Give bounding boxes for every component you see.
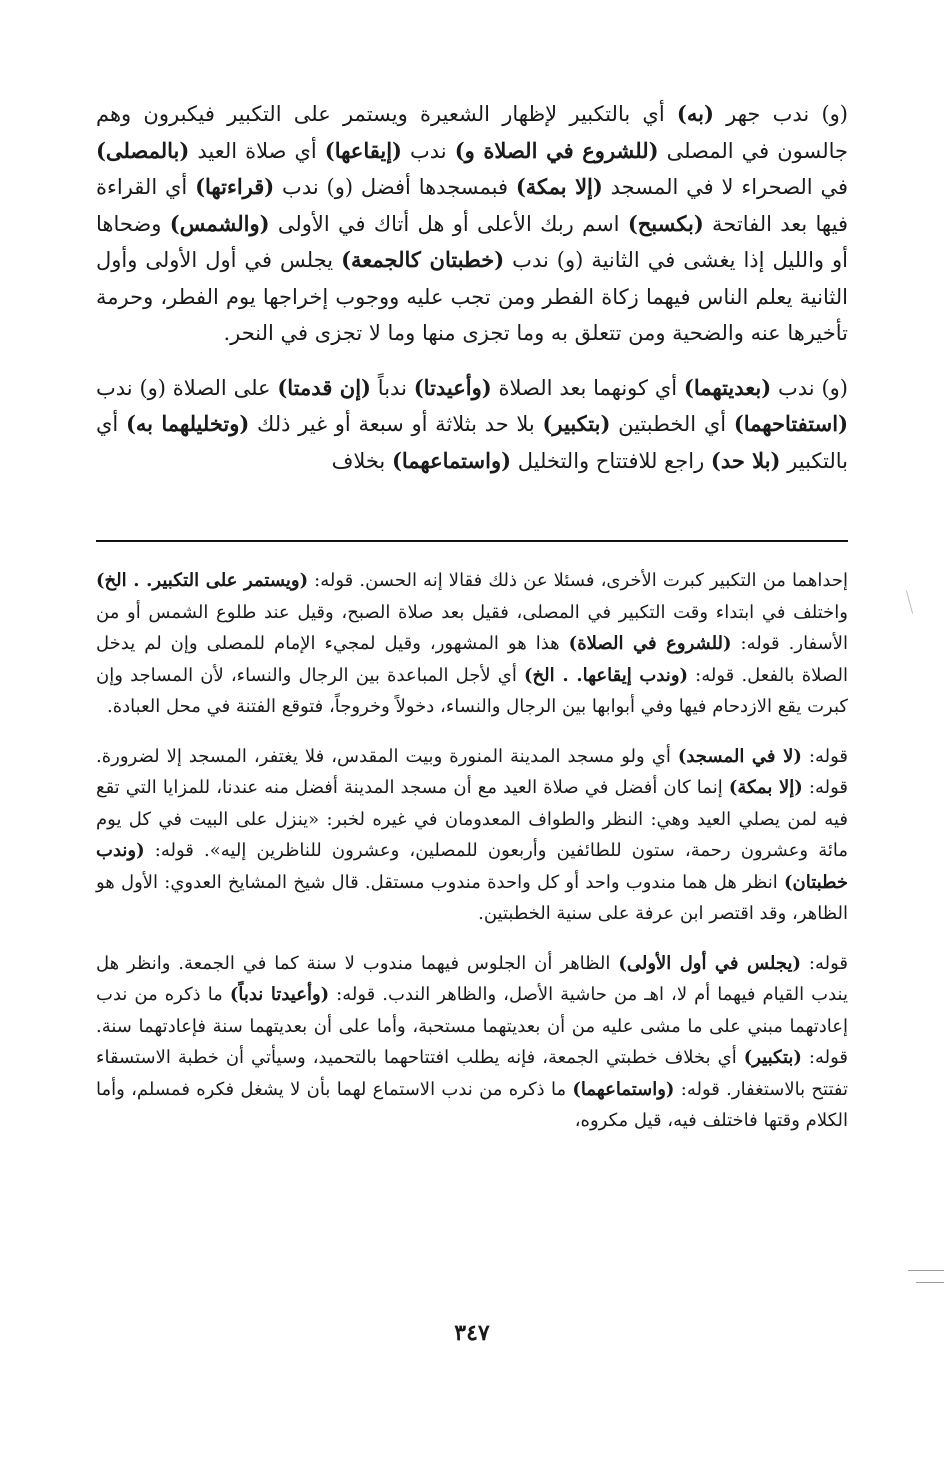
text-run: (و) ندب جهر [713,102,848,126]
bold-term: (به) [676,101,714,126]
text-run: قوله: [801,952,848,974]
text-run: أي لأجل المباعدة بين الرجال والنساء، لأن المساجد وإن كبرت يقع الازدحام فيها وفي أبوابها بين الرجال والنساء، دخولاً وخروجاً، فتوقع الفتنة في محل العبادة. [96,664,848,717]
bold-term: (وأعيدتا ندباً) [229,984,330,1005]
bold-term: (بعديتهما) [683,374,772,400]
text-run: أي بالتكبير لإظهار الشعيرة ويستمر على التكبير فيكبرون وهم جالسون في المصلى [96,102,849,163]
text-run: هذا هو المشهور، وقيل لمجيء الإمام للمصلى وإن لم يدخل الصلاة بالفعل. قوله: [96,633,848,686]
text-run: قوله: [801,745,849,767]
bold-term: (بلا حد) [710,447,781,473]
main-paragraph-1 [96,96,848,352]
text-run: الظاهر أن الجلوس فيهما مندوب لا سنة كما في الجمعة. وانظر هل يندب القيام فيهما أم لا، اهـ من حاشية الأصل، والظاهر الندب. قوله: [96,952,848,1005]
bold-term: (إلا بمكة) [515,174,603,199]
text-run: ندباً [371,375,414,400]
text-run: أي كونهما بعد الصلاة [491,375,684,400]
bold-term: (واستماعهما) [391,447,512,473]
main-text [96,96,848,479]
text-run: بخلاف [331,448,392,473]
note-paragraph-2 [96,741,848,930]
margin-mark [908,1270,944,1271]
footnote-divider [96,540,848,542]
text-run: ما ذكره من ندب الاستماع لهما بأن لا يشغل فكره فمسلم، وأما الكلام وقتها فاختلف فيه، قيل مكروه، [96,1078,848,1131]
bold-term: (يجلس في أول الأولى) [618,952,801,974]
text-run: أي صلاة العيد [189,138,325,163]
text-run: إنما كان أفضل في صلاة العيد مع أن مسجد المدينة أفضل منه عندنا، للمزايا التي تقع فيه لمن يصلي العيد وهي: النظر والطواف المعدومان في غيره لخبر: «ينزل على البيت في كل يوم مائة وعشرون رحمة، ستون للطائفين وأربعون للمصلين، وعشرون للناظرين إليه». قوله: [96,777,848,861]
footnotes [96,565,848,1137]
bold-term: (وندب خطبتان) [96,840,848,893]
bold-term: (بتكبير) [743,1047,802,1068]
bold-term: (لا في المسجد) [677,745,802,767]
text-run: وضحاها أو والليل إذا يغشى في الثانية (و) ندب [96,211,849,272]
bold-term: (إن قدمتا) [277,374,371,400]
text-run: بلا حد بثلاثة أو سبعة أو غير ذلك [249,412,543,436]
text-run: في الصحراء لا في المسجد [602,175,849,199]
bold-term: (والشمس) [169,210,270,236]
bold-term: (ويستمر على التكبير. . الخ) [96,570,309,591]
text-run: أي الخطبتين [610,412,734,436]
bold-term: (إلا بمكة) [728,777,803,798]
bold-term: (للشروع في الصلاة) [568,633,732,654]
text-run: يجلس في أول الأولى وأول الثانية يعلم الناس فيهما زكاة الفطر ومن تجب عليه ووجوب إخراجها يوم الفطر، وحرمة تأخيرها عنه والضحية ومن تتعلق به وما تجزى منها وما لا تجزى في النحر. [96,248,848,345]
scan-mark [906,590,913,613]
text-run: (و) ندب [771,375,848,400]
text-run: واختلف في ابتداء وقت التكبير في المصلى، فقيل بعد صلاة الصبح، وقيل عند طلوع الشمس أو من الأسفار. قوله: [96,601,849,654]
text-run: أي ولو مسجد المدينة المنورة وبيت المقدس، فلا يغتفر، المسجد إلا لضرورة. قوله: [96,745,849,798]
bold-term: (للشروع في الصلاة و) [454,137,659,163]
bold-term: (بتكبير) [542,411,611,436]
bold-term: (بالمصلى) [96,137,190,163]
main-paragraph-2 [96,370,848,480]
text-run: انظر هل هما مندوب واحد أو كل واحدة مندوب مستقل. قال شيخ المشايخ العدوي: الأول هو الظاهر، وقد اقتصر ابن عرفة على سنية الخطبتين. [96,871,848,924]
bold-term: (إيقاعها) [324,137,402,163]
text-run: ما ذكره من ندب إعادتهما مبني على ما مشى عليه من أن بعديتهما مستحبة، وأما على أن بعديتهما سنة فإعادتهما سنة. قوله: [96,984,849,1068]
page-number: ٣٤٧ [454,1320,490,1346]
text-run: اسم ربك الأعلى أو هل أتاك في الأولى [269,211,628,236]
text-run: أي القراءة فيها بعد الفاتحة [96,175,848,236]
bold-term: (وتخليلهما به) [125,411,250,436]
bold-term: (خطبتان كالجمعة) [341,247,505,272]
bold-term: (وأعيدتا) [413,374,492,400]
text-run: على الصلاة (و) ندب [96,375,278,400]
bold-term: (واستماعهما) [572,1078,675,1100]
note-paragraph-1 [96,565,848,723]
text-run: أي بخلاف خطبتي الجمعة، فإنه يطلب افتتاحهما بالتحميد، وسيأتي أن خطبة الاستسقاء تفتتح بالاستغفار. قوله: [96,1047,849,1100]
note-paragraph-3 [96,948,848,1137]
text-run: أي بالتكبير [96,412,848,473]
bold-term: (وندب إيقاعها. . الخ) [524,664,689,686]
margin-mark [916,1282,944,1283]
bold-term: (بكسبح) [627,210,704,236]
bold-term: (استفتاحهما) [733,411,849,436]
text-run: إحداهما من التكبير كبرت الأخرى، فسئلا عن ذلك فقالا إنه الحسن. قوله: [308,570,848,591]
bold-term: (قراءتها) [195,174,275,199]
text-run: ندب [401,138,455,163]
text-run: راجع للافتتاح والتخليل [511,448,711,473]
text-run: فبمسجدها أفضل (و) ندب [274,175,516,199]
